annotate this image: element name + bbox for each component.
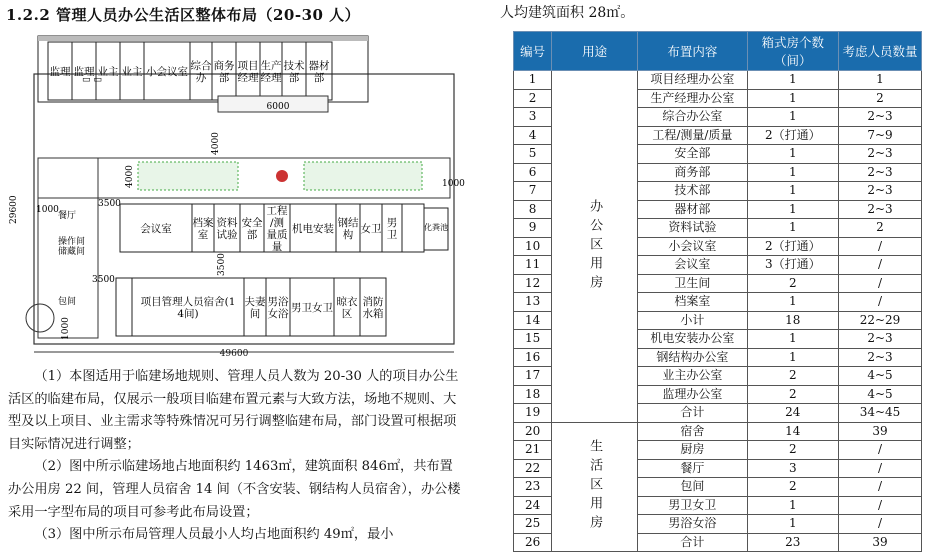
row2-room-label-0: 会议室 <box>140 223 172 235</box>
cell-no: 5 <box>514 145 552 164</box>
cell-2: 2 <box>747 274 838 293</box>
cell-1: 机电安装办公室 <box>638 330 747 349</box>
row2-room-label-5: 机电安装 <box>292 223 334 235</box>
row3-room-label-2: 男浴女浴 <box>267 296 289 320</box>
cell-1: 生产经理办公室 <box>638 89 747 108</box>
cell-1: 综合办公室 <box>638 108 747 127</box>
cell-2: 23 <box>747 533 838 552</box>
cell-1: 男卫女卫 <box>638 496 747 515</box>
office-room-label-1: 监理 <box>73 66 95 78</box>
cell-2: 2（打通） <box>747 237 838 256</box>
row2-room-label-2: 资料试验 <box>216 217 238 241</box>
site-layout-plan <box>8 28 465 359</box>
right-header-text: 人均建筑面积 28㎡。 <box>500 5 635 21</box>
cell-2: 3（打通） <box>747 256 838 275</box>
cell-2: 1 <box>747 293 838 312</box>
dim-1000-a: 1000 <box>442 179 465 189</box>
office-room-label-5: 综合办 <box>190 60 212 84</box>
row3-room-label-5: 消防水箱 <box>362 296 384 320</box>
cell-3: 22~29 <box>839 311 922 330</box>
cell-no: 9 <box>514 219 552 238</box>
cell-no: 4 <box>514 126 552 145</box>
table-row <box>514 422 922 441</box>
dining-label: 餐厅 <box>58 211 77 221</box>
cell-3: / <box>839 237 922 256</box>
cell-3: 39 <box>839 533 922 552</box>
cell-no: 20 <box>514 422 552 441</box>
cell-no: 7 <box>514 182 552 201</box>
cell-3: 2~3 <box>839 108 922 127</box>
cell-2: 1 <box>747 145 838 164</box>
note-3: （3）图中所示布局管理人员最小人均占地面积约 49㎡，最小 <box>34 527 394 543</box>
dim-3500-b: 3500 <box>217 253 227 276</box>
cell-1: 合计 <box>638 404 747 423</box>
cell-1: 业主办公室 <box>638 367 747 386</box>
cell-3: / <box>839 459 922 478</box>
cell-3: / <box>839 256 922 275</box>
cell-3: / <box>839 293 922 312</box>
cell-1: 合计 <box>638 533 747 552</box>
cell-1: 小计 <box>638 311 747 330</box>
cell-3: 7~9 <box>839 126 922 145</box>
cell-3: 2~3 <box>839 182 922 201</box>
header-no: 编号 <box>514 32 552 71</box>
cell-2: 2 <box>747 441 838 460</box>
room-allocation-table <box>513 31 922 552</box>
cell-3: 2~3 <box>839 163 922 182</box>
row2-room-label-3: 安全部 <box>241 217 263 241</box>
cell-2: 1 <box>747 496 838 515</box>
cell-no: 2 <box>514 89 552 108</box>
row3-room-label-3: 男卫女卫 <box>291 302 333 314</box>
cell-2: 2（打通） <box>747 126 838 145</box>
cell-3: 2~3 <box>839 330 922 349</box>
cell-2: 1 <box>747 515 838 534</box>
notes-block <box>8 366 464 547</box>
header-content: 布置内容 <box>638 32 747 71</box>
cell-no: 3 <box>514 108 552 127</box>
cell-2: 24 <box>747 404 838 423</box>
flag-icon <box>276 170 288 182</box>
cell-2: 1 <box>747 71 838 90</box>
note-1: （1）本图适用于临建场地规则、管理人员人数为 20-30 人的项目办公生活区的临建布局，仅展示一般项目临建布置元素与大致方法，场地不规则、大型及以上项目、业主需求等特殊情况可另行调整临建布局，部门设置可根据项目实际情况进行调整； <box>8 369 459 452</box>
cell-1: 男浴女浴 <box>638 515 747 534</box>
cell-2: 2 <box>747 385 838 404</box>
cell-2: 1 <box>747 89 838 108</box>
office-room-label-2: 业主 <box>97 66 119 78</box>
cell-no: 22 <box>514 459 552 478</box>
dim-1000-c: 1000 <box>61 317 71 340</box>
dim-3500-c: 3500 <box>92 275 115 285</box>
cell-1: 档案室 <box>638 293 747 312</box>
cell-3: / <box>839 515 922 534</box>
cell-no: 25 <box>514 515 552 534</box>
cell-no: 14 <box>514 311 552 330</box>
office-room-label-9: 技术部 <box>283 60 305 84</box>
cell-1: 会议室 <box>638 256 747 275</box>
septic-tank-label: 化粪池 <box>424 223 448 232</box>
office-room-label-7: 项目经理 <box>237 60 259 84</box>
row2-room-label-7: 女卫 <box>360 223 382 235</box>
cell-3: 2~3 <box>839 348 922 367</box>
header-count: 箱式房个数（间） <box>747 32 838 71</box>
cell-2: 1 <box>747 348 838 367</box>
header-people: 考虑人员数量 <box>839 32 922 71</box>
green-lawn-right <box>304 162 422 190</box>
cell-1: 商务部 <box>638 163 747 182</box>
dim-29600: 29600 <box>9 195 19 224</box>
dim-6000: 6000 <box>266 102 290 112</box>
section-title: 1.2.2 管理人员办公生活区整体布局（20-30 人） <box>6 6 361 24</box>
cell-1: 项目经理办公室 <box>638 71 747 90</box>
note-2: （2）图中所示临建场地占地面积约 1463㎡，建筑面积 846㎡，共布置办公用房 22 间，管理人员宿舍 14 间（不含安装、钢结构人员宿舍），办公楼采用一字型布局的项目可参考此布局设置； <box>8 459 461 520</box>
cell-3: 1 <box>839 71 922 90</box>
cell-3: 2 <box>839 219 922 238</box>
cell-2: 2 <box>747 478 838 497</box>
row3-room-label-4: 晾衣区 <box>336 296 358 320</box>
cell-no: 24 <box>514 496 552 515</box>
row2-room-label-4: 工程/测量质量 <box>266 205 288 253</box>
cell-3: 2 <box>839 89 922 108</box>
cell-no: 21 <box>514 441 552 460</box>
cell-1: 卫生间 <box>638 274 747 293</box>
office-room-label-0: 监理 <box>49 66 71 78</box>
cell-no: 23 <box>514 478 552 497</box>
row2-room-label-8: 男卫 <box>386 217 398 241</box>
cell-3: / <box>839 274 922 293</box>
cell-1: 钢结构办公室 <box>638 348 747 367</box>
office-room-label-8: 生产经理 <box>260 60 282 84</box>
table-row <box>514 71 922 90</box>
office-room-label-3: 业主 <box>121 66 143 78</box>
cell-3: / <box>839 478 922 497</box>
use-office: 办公区用房 <box>552 71 638 423</box>
cell-1: 宿舍 <box>638 422 747 441</box>
cell-2: 14 <box>747 422 838 441</box>
cell-3: 4~5 <box>839 385 922 404</box>
cell-1: 监理办公室 <box>638 385 747 404</box>
cell-3: 39 <box>839 422 922 441</box>
cell-1: 安全部 <box>638 145 747 164</box>
cell-no: 26 <box>514 533 552 552</box>
cell-1: 资料试验 <box>638 219 747 238</box>
cell-no: 10 <box>514 237 552 256</box>
cell-no: 15 <box>514 330 552 349</box>
row3-room-label-1: 夫妻间 <box>244 296 266 320</box>
cell-2: 1 <box>747 219 838 238</box>
office-room-label-6: 商务部 <box>213 60 235 84</box>
cell-3: 4~5 <box>839 367 922 386</box>
cell-3: 2~3 <box>839 200 922 219</box>
use-life: 生活区用房 <box>552 422 638 552</box>
cell-1: 器材部 <box>638 200 747 219</box>
office-room-label-10: 器材部 <box>308 60 330 84</box>
cell-3: 34~45 <box>839 404 922 423</box>
cell-1: 小会议室 <box>638 237 747 256</box>
cell-2: 1 <box>747 330 838 349</box>
cell-no: 17 <box>514 367 552 386</box>
dim-4000-b: 4000 <box>125 165 135 188</box>
cell-no: 6 <box>514 163 552 182</box>
cell-no: 11 <box>514 256 552 275</box>
cell-2: 1 <box>747 108 838 127</box>
cell-2: 2 <box>747 367 838 386</box>
cell-2: 3 <box>747 459 838 478</box>
cell-1: 厨房 <box>638 441 747 460</box>
cell-no: 8 <box>514 200 552 219</box>
cell-no: 12 <box>514 274 552 293</box>
cell-no: 19 <box>514 404 552 423</box>
dim-4000: 4000 <box>211 132 221 155</box>
row2-room-label-6: 钢结构 <box>337 217 359 241</box>
cell-2: 1 <box>747 200 838 219</box>
green-lawn-left <box>138 162 238 190</box>
cell-2: 1 <box>747 163 838 182</box>
cell-no: 13 <box>514 293 552 312</box>
cell-3: 2~3 <box>839 145 922 164</box>
dim-1000-b: 1000 <box>36 205 59 215</box>
office-room-label-4: 小会议室 <box>146 66 188 78</box>
cell-2: 18 <box>747 311 838 330</box>
dim-3500-a: 3500 <box>98 199 121 209</box>
cell-1: 包间 <box>638 478 747 497</box>
cell-1: 技术部 <box>638 182 747 201</box>
private-room-label: 包间 <box>58 297 77 307</box>
dim-49600: 49600 <box>219 349 249 359</box>
row3-room-label-0: 项目管理人员宿舍(1 4间) <box>140 296 236 320</box>
parking-icon: ▭ ▭ <box>82 75 102 85</box>
cell-no: 16 <box>514 348 552 367</box>
cell-1: 餐厅 <box>638 459 747 478</box>
row2-room-label-1: 档案室 <box>192 217 214 241</box>
cell-1: 工程/测量/质量 <box>638 126 747 145</box>
header-use: 用途 <box>552 32 638 71</box>
kitchen-label: 操作间 <box>58 237 86 247</box>
storage-label: 储藏间 <box>58 247 86 257</box>
cell-no: 18 <box>514 385 552 404</box>
cell-2: 1 <box>747 182 838 201</box>
cell-3: / <box>839 441 922 460</box>
cell-no: 1 <box>514 71 552 90</box>
round-table-icon <box>26 304 54 332</box>
cell-3: / <box>839 496 922 515</box>
